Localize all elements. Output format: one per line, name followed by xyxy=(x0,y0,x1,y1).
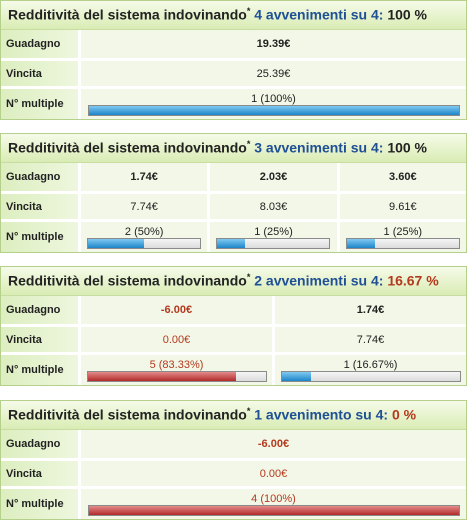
multiples-count: 1 (100%) xyxy=(251,92,296,105)
multiples-cell xyxy=(81,89,466,119)
multiples-progress-bar xyxy=(87,238,201,249)
profitability-panel-3-of-4 xyxy=(0,133,467,253)
multiples-row xyxy=(1,352,466,385)
win-value: 9.61€ xyxy=(340,194,466,219)
win-row xyxy=(1,191,466,219)
multiples-cell xyxy=(81,222,207,252)
multiples-count: 5 (83.33%) xyxy=(149,358,204,371)
win-value: 8.03€ xyxy=(210,194,336,219)
profitability-panel-4-of-4 xyxy=(0,0,467,120)
profitability-panel-2-of-4 xyxy=(0,266,467,386)
gain-row xyxy=(1,296,466,324)
win-row xyxy=(1,458,466,486)
progress-fill xyxy=(88,372,236,381)
multiples-count: 1 (25%) xyxy=(383,225,423,238)
multiples-label: N° multiple xyxy=(1,222,78,252)
panel-title: Redditività del sistema indovinando* 2 avvenimenti su 4: 16.67 % xyxy=(1,267,466,296)
gain-row xyxy=(1,163,466,191)
multiples-cell xyxy=(81,489,466,519)
multiples-cell xyxy=(275,355,466,385)
multiples-progress-bar xyxy=(281,371,461,382)
multiples-row xyxy=(1,486,466,519)
multiples-count: 4 (100%) xyxy=(251,492,296,505)
multiples-label: N° multiple xyxy=(1,489,78,519)
multiples-row xyxy=(1,219,466,252)
profitability-panel-1-of-4 xyxy=(0,400,467,520)
gain-value: -6.00€ xyxy=(81,430,466,458)
win-value: 7.74€ xyxy=(81,194,207,219)
progress-fill xyxy=(347,239,375,248)
win-label: Vincita xyxy=(1,61,78,86)
multiples-count: 2 (50%) xyxy=(124,225,164,238)
gain-value: 1.74€ xyxy=(275,296,466,324)
multiples-progress-bar xyxy=(88,105,460,116)
gain-label: Guadagno xyxy=(1,30,78,58)
multiples-count: 1 (16.67%) xyxy=(343,358,398,371)
multiples-cell xyxy=(340,222,466,252)
gain-value: 1.74€ xyxy=(81,163,207,191)
gain-value: 2.03€ xyxy=(210,163,336,191)
multiples-progress-bar xyxy=(87,371,267,382)
win-value: 0.00€ xyxy=(81,461,466,486)
progress-fill xyxy=(89,106,459,115)
win-row xyxy=(1,324,466,352)
multiples-label: N° multiple xyxy=(1,89,78,119)
progress-fill xyxy=(89,506,459,515)
panel-title: Redditività del sistema indovinando* 4 avvenimenti su 4: 100 % xyxy=(1,1,466,30)
panel-title: Redditività del sistema indovinando* 3 avvenimenti su 4: 100 % xyxy=(1,134,466,163)
multiples-cell xyxy=(81,355,272,385)
gain-label: Guadagno xyxy=(1,163,78,191)
gain-row xyxy=(1,30,466,58)
win-label: Vincita xyxy=(1,461,78,486)
multiples-cell xyxy=(210,222,336,252)
win-value: 7.74€ xyxy=(275,327,466,352)
multiples-progress-bar xyxy=(216,238,330,249)
gain-value: 3.60€ xyxy=(340,163,466,191)
win-value: 25.39€ xyxy=(81,61,466,86)
multiples-progress-bar xyxy=(346,238,460,249)
gain-label: Guadagno xyxy=(1,430,78,458)
progress-fill xyxy=(88,239,144,248)
multiples-row xyxy=(1,86,466,119)
gain-label: Guadagno xyxy=(1,296,78,324)
multiples-progress-bar xyxy=(88,505,460,516)
progress-fill xyxy=(217,239,245,248)
win-label: Vincita xyxy=(1,327,78,352)
gain-value: -6.00€ xyxy=(81,296,272,324)
panel-title: Redditività del sistema indovinando* 1 avvenimento su 4: 0 % xyxy=(1,401,466,430)
progress-fill xyxy=(282,372,312,381)
win-row xyxy=(1,58,466,86)
gain-value: 19.39€ xyxy=(81,30,466,58)
gain-row xyxy=(1,430,466,458)
win-value: 0.00€ xyxy=(81,327,272,352)
win-label: Vincita xyxy=(1,194,78,219)
multiples-label: N° multiple xyxy=(1,355,78,385)
multiples-count: 1 (25%) xyxy=(254,225,293,238)
